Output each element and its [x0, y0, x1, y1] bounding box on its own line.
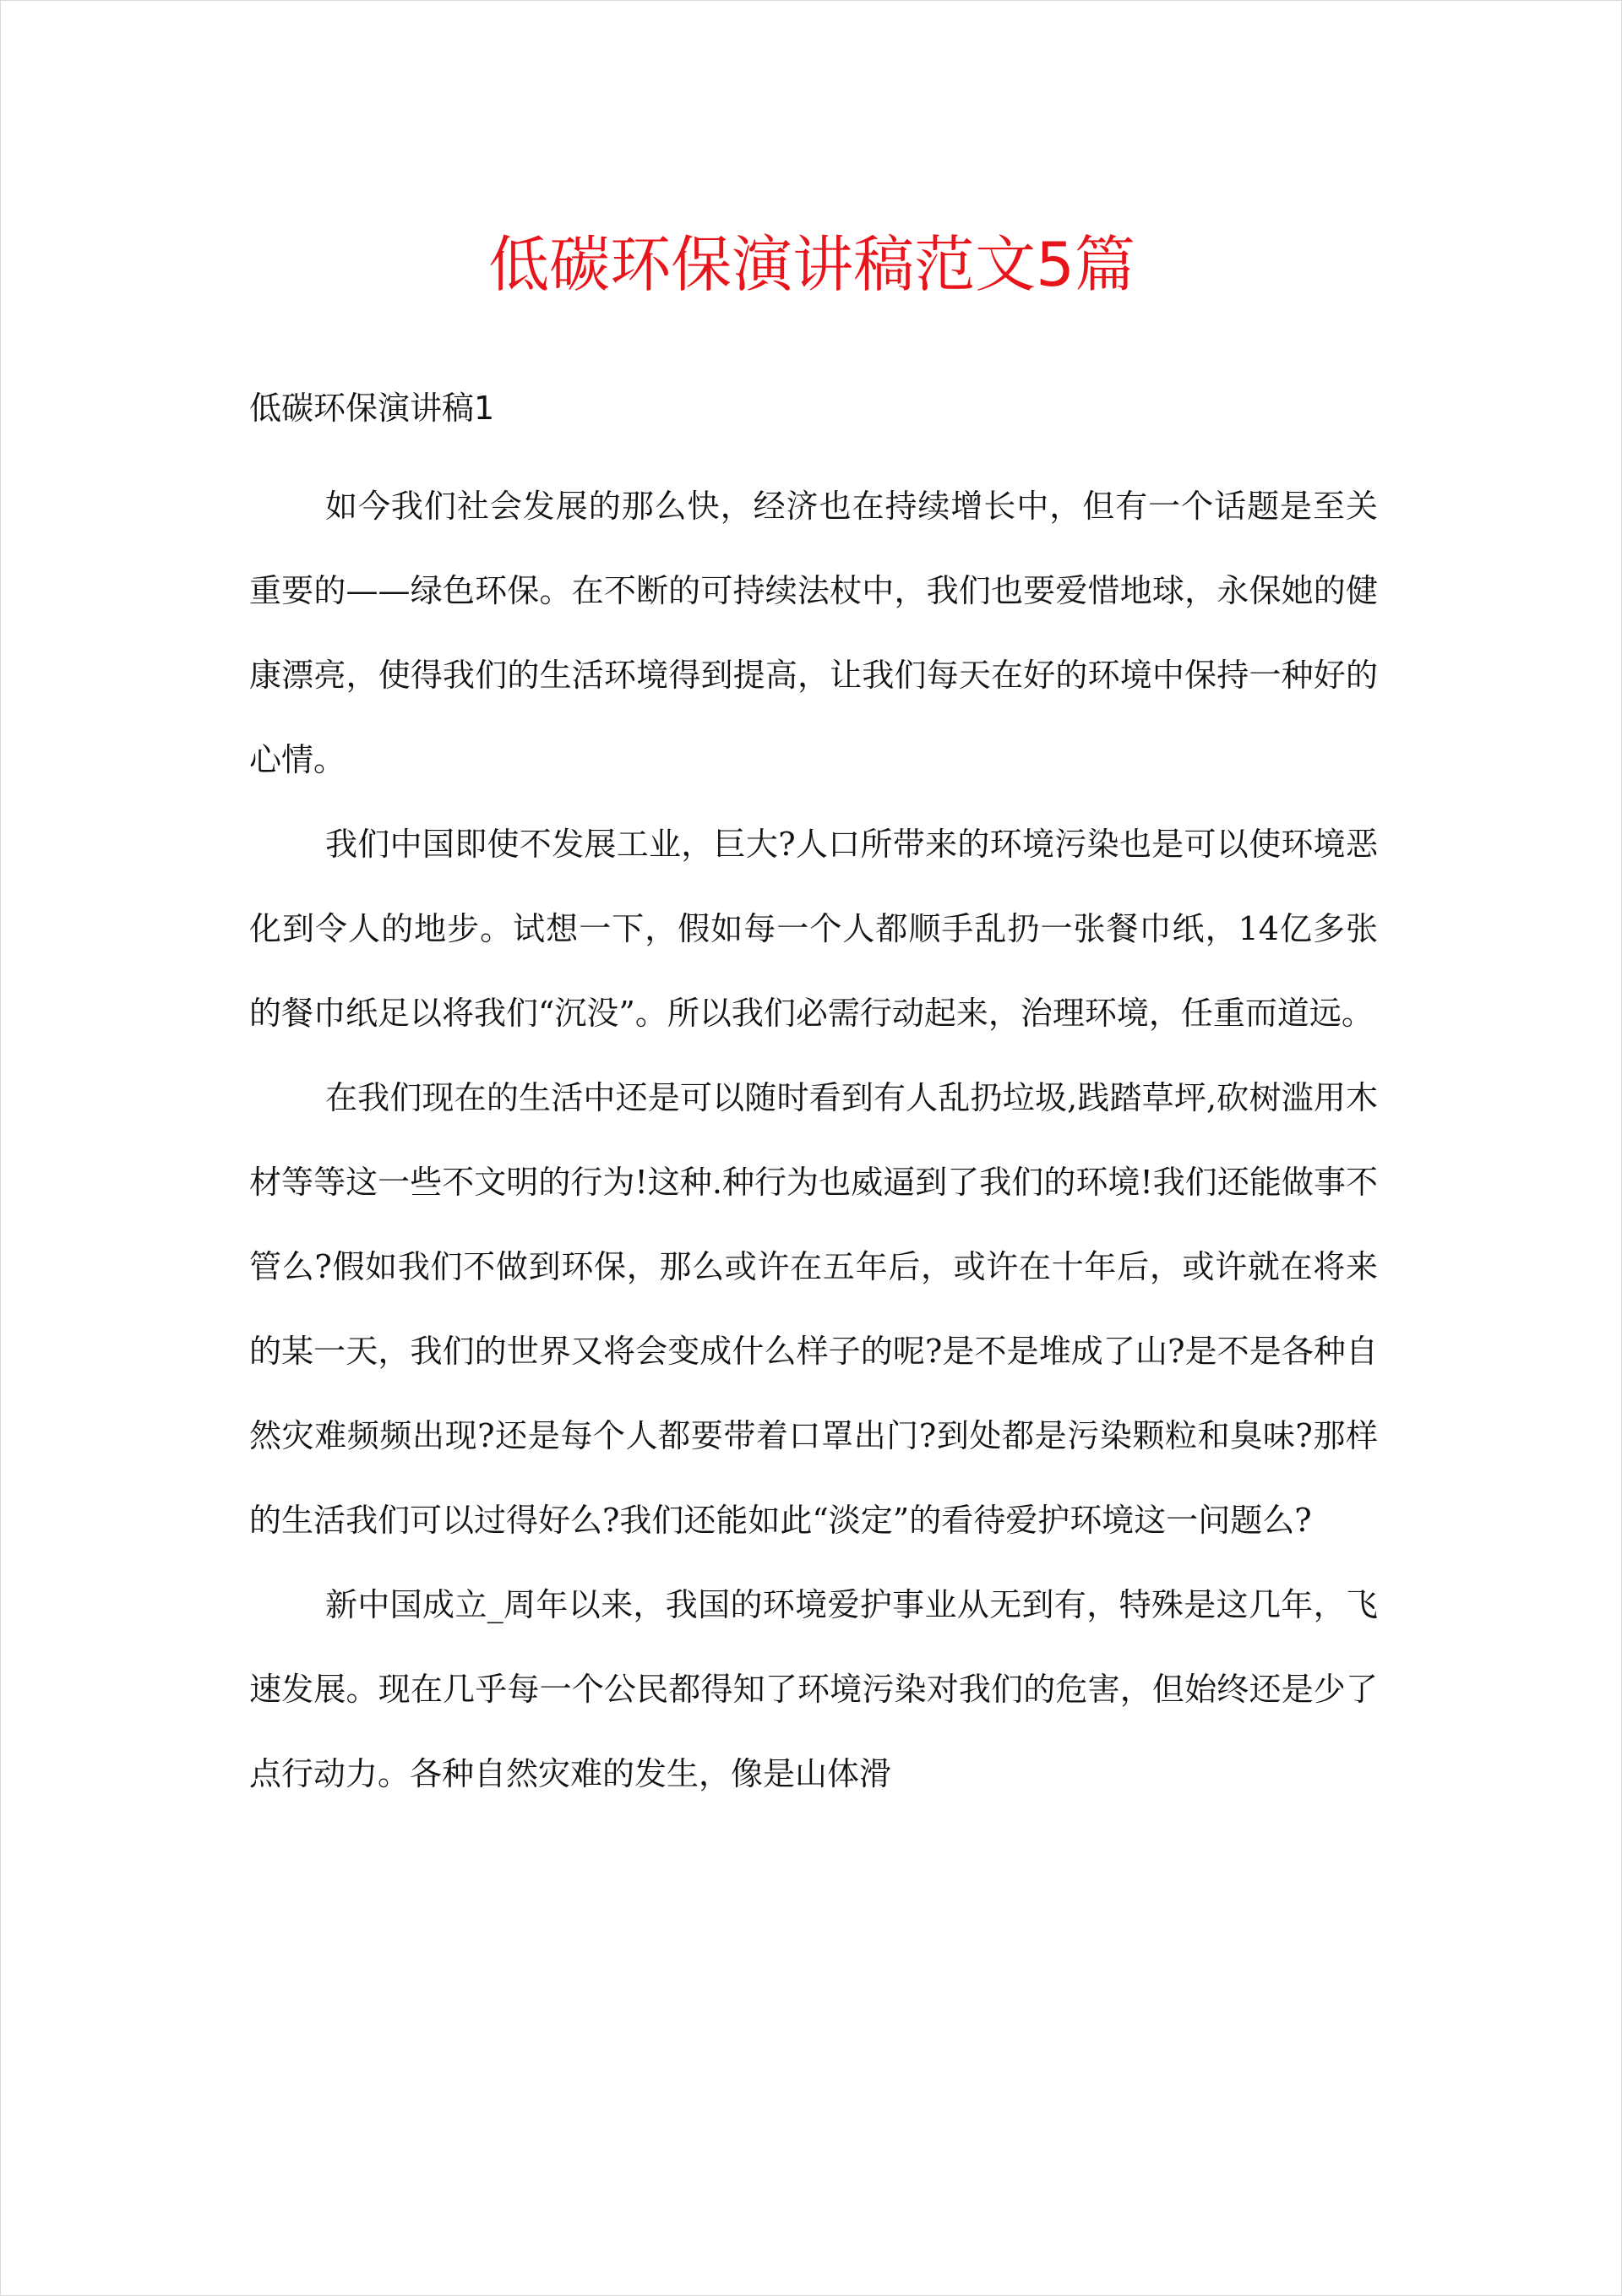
paragraph-2: 我们中国即使不发展工业，巨大?人口所带来的环境污染也是可以使环境恶化到令人的地步。试想一下，假如每一个人都顺手乱扔一张餐巾纸，14亿多张的餐巾纸足以将我们“沉没”。所以我们必需行动起来，治理环境，任重而道远。 — [249, 826, 1378, 1032]
section-heading: 低碳环保演讲稿1 — [249, 390, 495, 427]
document-title: 低碳环保演讲稿范文5篇 — [488, 229, 1135, 300]
paragraph-1: 如今我们社会发展的那么快，经济也在持续增长中，但有一个话题是至关重要的——绿色环保。在不断的可持续法杖中，我们也要爱惜地球，永保她的健康漂亮，使得我们的生活环境得到提高，让我们每天在好的环境中保持一种好的心情。 — [249, 488, 1378, 778]
paragraph-4: 新中国成立_周年以来，我国的环境爱护事业从无到有，特殊是这几年，飞速发展。现在几乎每一个公民都得知了环境污染对我们的危害，但始终还是少了点行动力。各种自然灾难的发生，像是山体滑 — [249, 1586, 1378, 1792]
document-body — [249, 464, 1378, 1816]
paragraph-3: 在我们现在的生活中还是可以随时看到有人乱扔垃圾,践踏草坪,砍树滥用木材等等这一些不文明的行为!这种.种行为也威逼到了我们的环境!我们还能做事不管么?假如我们不做到环保，那么或许在五年后，或许在十年后，或许就在将来的某一天，我们的世界又将会变成什么样子的呢?是不是堆成了山?是不是各种自然灾难频频出现?还是每个人都要带着口罩出门?到处都是污染颗粒和臭味?那样的生活我们可以过得好么?我们还能如此“淡定”的看待爱护环境这一问题么? — [249, 1079, 1378, 1539]
